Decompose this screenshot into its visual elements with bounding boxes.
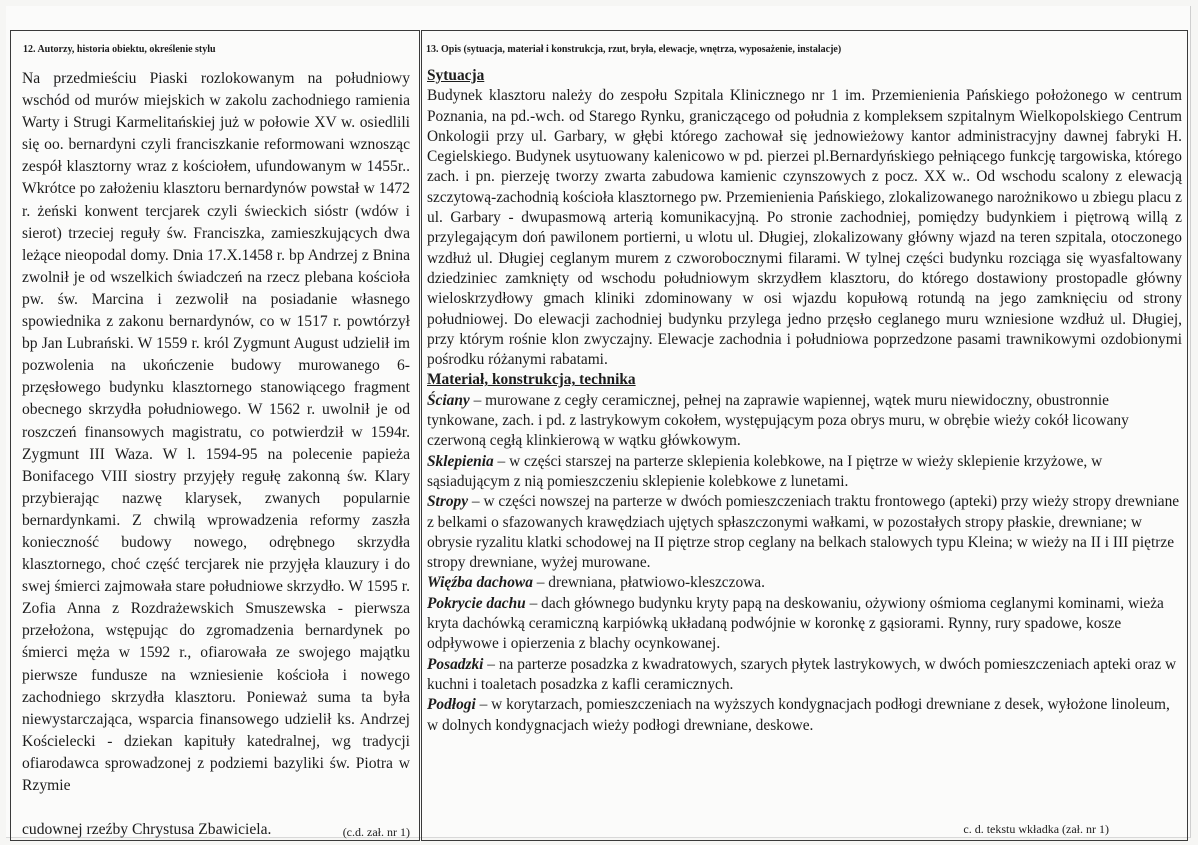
description-heading: 13. Opis (sytuacja, materiał i konstrukcja, rzut, bryła, elewacje, wnętrza, wyposażenie, instalacje) — [426, 44, 842, 55]
material-desc: – w części nowszej na parterze w dwóch pomieszczeniach traktu frontowego (apteki) przy wieży stropy drewniane z belkami o sfazowanych krawędziach ujętych spłaszczonymi wałkami, w pozostałych stropy płaskie, drewniane; w obrysie ryzalitu klatki schodowej na II piętrze strop ceglany na belkach stalowych typu Kleina; w wieży na II i III piętrze stropy drewniane, wyżej murowane. — [427, 493, 1180, 572]
description-text — [427, 66, 1182, 736]
material-desc: – na parterze posadzka z kwadratowych, szarych płytek lastrykowych, w dwóch pomieszczeniach apteki oraz w kuchni i toaletach posadzka z kafli ceramicznych. — [427, 655, 1177, 693]
material-item-ceilings — [427, 492, 1182, 573]
material-desc: – murowane z cegły ceramicznej, pełnej na zaprawie wapiennej, wątek muru niewidoczny, obustronnie tynkowane, zach. i pd. z lastrykowym cokołem, występującym poza obrys muru, w obrębie wieży cokół licowany czerwoną cegłą klinkierową w wątku główkowym. — [427, 391, 1129, 450]
material-term: Pokrycie dachu — [427, 594, 526, 612]
material-title: Materiał, konstrukcja, technika — [427, 371, 636, 389]
material-term: Podłogi — [427, 696, 476, 714]
material-item-wood-floors — [427, 695, 1182, 736]
history-closing-text: cudownej rzeźby Chrystusa Zbawiciela. — [22, 821, 272, 838]
history-column — [10, 30, 420, 841]
history-continuation-note: (c.d. zał. nr 1) — [342, 825, 410, 839]
material-term: Ściany — [427, 391, 470, 409]
material-term: Więźba dachowa — [427, 574, 533, 592]
description-continuation-note: c. d. tekstu wkładka (zał. nr 1) — [963, 822, 1109, 836]
material-item-vaults — [427, 452, 1182, 493]
history-paragraph: Na przedmieściu Piaski rozlokowanym na południowy wschód od murów miejskich w zakolu zachodniego ramienia Warty i Strugi Karmelitańskiej już w połowie XV w. osiedlili się oo. bernardyni czyli franciszkanie reformowani wznosząc zespół klasztorny wraz z kościołem, ufundowanym w 1455r.. Wkrótce po założeniu klasztoru bernardynów powstał w 1472 r. żeński konwent tercjarek czyli świeckich sióstr (wdów i sierot) trzeciej reguły św. Franciszka, zamieszkujących dwa leżące nieopodal domy. Dnia 17.X.1458 r. bp Andrzej z Bnina zwolnił je od wszelkich świadczeń na rzecz plebana kościoła pw. św. Marcina i zezwolił na posiadanie własnego spowiednika z zakonu bernardynów, co w 1517 r. powtórzył bp Jan Lubrański. W 1559 r. król Zygmunt August udzielił im pozwolenia na ukończenie budowy murowanego 6-przęsłowego budynku klasztornego stanowiącego fragment obecnego skrzydła południowego. W 1562 r. uwolnił je od roszczeń finansowych magistratu, co potwierdził w 1594r. Zygmunt III Waza. W l. 1594-95 na polecenie papieża Bonifacego VIII siostry przyjęły regułę zakonną św. Klary przybierając nazwę klarysek, zwanych popularnie bernardynkami. Z chwilą wprowadzenia reformy zaszła konieczność budowy nowego, odrębnego skrzydła klasztornego, choć część tercjarek nie przyjęła klauzury i do swej śmierci zajmowała stare południowe skrzydło. W 1595 r. Zofia Anna z Rozdrażewskich Smuszewska - pierwsza przełożona, wstępując do zgromadzenia bernardynek po śmierci męża w 1592 r., ofiarowała ze swojego majątku pierwsze fundusze na wzniesienie kościoła i nowego zachodniego skrzydła klasztoru. Ponieważ suma ta była niewystarczająca, wsparcia finansowego udzielił ks. Andrzej Kościelecki - dziekan kapituły katedralnej, wg tradycji ofiarodawca sprowadzonej z podziemi bazyliki św. Piotra w Rzymie — [22, 70, 410, 794]
material-term: Sklepienia — [427, 452, 494, 470]
material-item-floor-tiles — [427, 655, 1182, 696]
material-desc: – w części starszej na parterze sklepienia kolebkowe, na I piętrze w wieży sklepienie krzyżowe, w sąsiadującym z nią pomieszczeniu sklepienie kolebkowe z lunetami. — [427, 452, 1103, 490]
description-column — [421, 30, 1188, 841]
material-item-roofing — [427, 594, 1182, 655]
material-term: Stropy — [427, 493, 469, 511]
material-term: Posadzki — [427, 655, 484, 673]
material-item-walls — [427, 391, 1182, 452]
situation-title: Sytuacja — [427, 67, 485, 84]
material-item-roof-truss — [427, 573, 1182, 593]
situation-paragraph: Budynek klasztoru należy do zespołu Szpitala Klinicznego nr 1 im. Przemienienia Pańskiego położonego w centrum Poznania, na pd.-wch. od Starego Rynku, graniczącego od południa z kompleksem szpitalnym Wielkopolskiego Centrum Onkologii przy ul. Garbary, w głębi którego zachował się jednowieżowy kantor administracyjny dawnej fabryki H. Cegielskiego. Budynek usytuowany kalenicowo w pd. pierzei pl.Bernardyńskiego pełniącego funkcję targowiska, którego zach. i pn. pierzeję tworzy zwarta zabudowa kamienic czynszowych z pocz. XX w.. Od wschodu scalony z elewacją szczytową-zachodnią kościoła klasztornego pw. Przemienienia Pańskiego, zlokalizowanego narożnikowo u zbiegu placu z ul. Garbary - dwupasmową arterią komunikacyjną. Po stronie zachodniej, pomiędzy budynkiem i piętrową willą z przylegającym doń pawilonem portierni, u wlotu ul. Długiej, zlokalizowany główny wjazd na teren szpitala, otoczonego wzdłuż ul. Długiej ceglanym murem z czworobocznymi filarami. W tylnej części budynku rozciąga się wyasfaltowany dziedziniec zamknięty od wschodu południowym skrzydłem klasztoru, do którego dostawiony prostopadle główny wieloskrzydłowy gmach kliniki zdominowany w osi wjazdu kopułową rotundą na jego zamknięciu od strony południowej. Do elewacji zachodniej budynku przylega jedno przęsło ceglanego muru wzniesione wzdłuż ul. Długiej, przy którym rośnie klon zwyczajny. Elewacje zachodnia i południowa poprzedzone pasami trawnikowymi ozdobionymi pośrodku różanymi rabatami. — [427, 87, 1182, 369]
history-heading: 12. Autorzy, historia obiektu, określenie stylu — [23, 44, 216, 55]
material-desc: – dach głównego budynku kryty papą na deskowaniu, ożywiony ośmioma ceglanymi kominami, wieża kryta dachówką ceramiczną karpiówką układaną podwójnie w koronkę z gąsiorami. Rynny, rury spadowe, kosze odpływowe i opierzenia z blachy ocynkowanej. — [427, 594, 1164, 653]
material-desc: – w korytarzach, pomieszczeniach na wyższych kondygnacjach podłogi drewniane z desek, wyłożone linoleum, w dolnych kondygnacjach wieży podłogi drewniane, deskowe. — [427, 696, 1170, 734]
material-desc: – drewniana, płatwiowo-kleszczowa. — [532, 574, 765, 592]
history-last-line — [22, 819, 410, 841]
history-text — [22, 68, 410, 797]
